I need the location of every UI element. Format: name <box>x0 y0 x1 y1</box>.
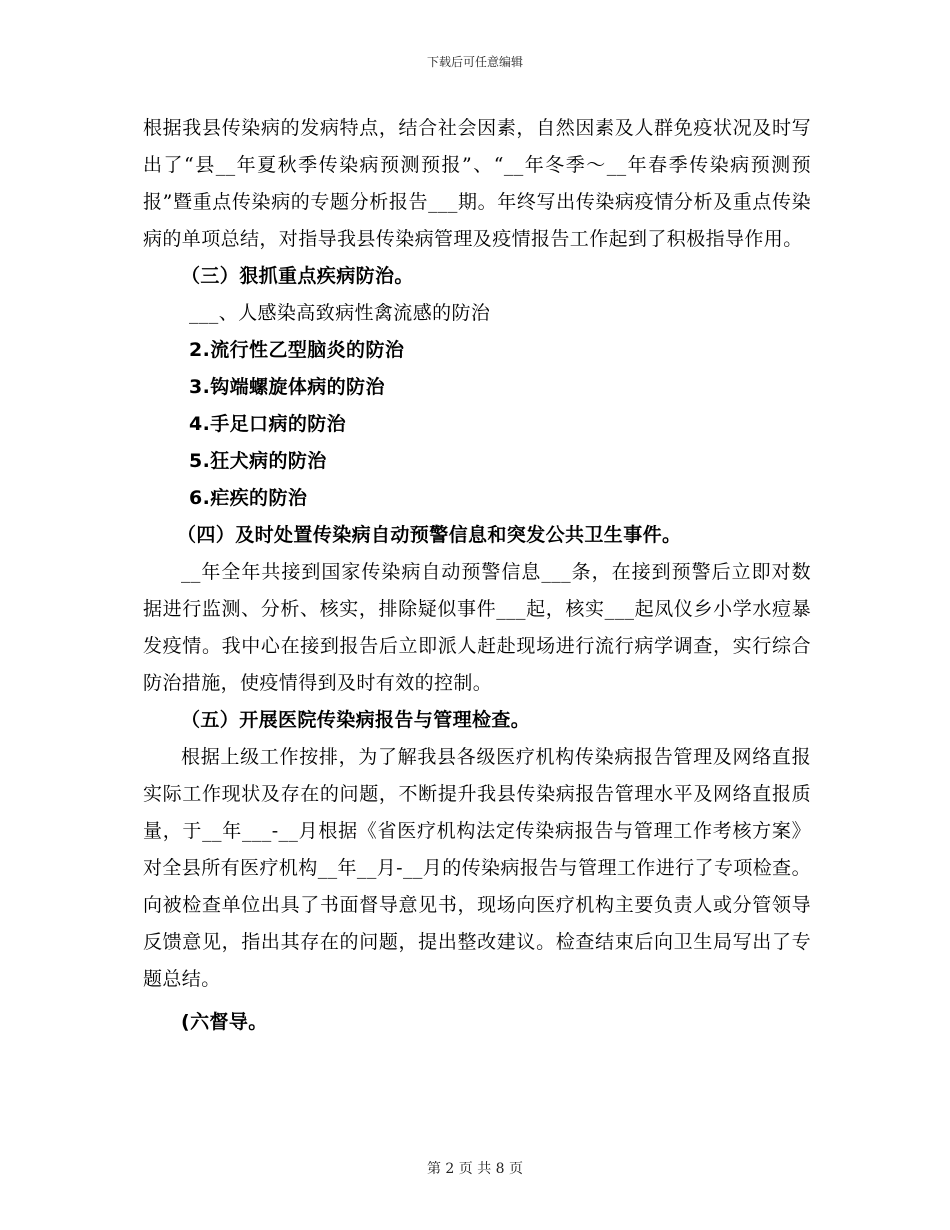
list-item-5: 5.狂犬病的防治 <box>189 450 327 472</box>
list-item-1: ___、人感染高致病性禽流感的防治 <box>189 302 491 324</box>
list-item-6: 6.疟疾的防治 <box>189 487 308 509</box>
paragraph-early-warning: __年全年共接到国家传染病自动预警信息___条，在接到预警后立即对数据进行监测、分析、核实，排除疑似事件___起，核实___起凤仪乡小学水痘暴发疫情。我中心在接到报告后立即派人赶赴现场进行流行病学调查，实行综合防治措施，使疫情得到及时有效的控制。 <box>143 561 811 694</box>
section-heading-6: (六督导。 <box>181 1011 268 1033</box>
list-item-3: 3.钩端螺旋体病的防治 <box>189 376 385 398</box>
section-heading-5: （五）开展医院传染病报告与管理检查。 <box>181 709 531 731</box>
document-body <box>143 110 811 1041</box>
paragraph-hospital-inspection: 根据上级工作按排，为了解我县各级医疗机构传染病报告管理及网络直报实际工作现状及存在的问题，不断提升我县传染病报告管理水平及网络直报质量，于__年___-__月根据《省医疗机构法定传染病报告与管理工作考核方案》对全县所有医疗机构__年__月-__月的传染病报告与管理工作进行了专项检查。向被检查单位出具了书面督导意见书，现场向医疗机构主要负责人或分管领导反馈意见，指出其存在的问题，提出整改建议。检查结束后向卫生局写出了专题总结。 <box>143 746 811 990</box>
section-heading-4: （四）及时处置传染病自动预警信息和突发公共卫生事件。 <box>177 524 682 546</box>
page-header: 下载后可任意编辑 <box>426 55 523 69</box>
list-item-4: 4.手足口病的防治 <box>189 413 347 435</box>
paragraph-forecast-reports: 根据我县传染病的发病特点，结合社会因素，自然因素及人群免疫状况及时写出了“县__年夏秋季传染病预测预报”、“__年冬季～__年春季传染病预测预报”暨重点传染病的专题分析报告___期。年终写出传染病疫情分析及重点传染病的单项总结，对指导我县传染病管理及疫情报告工作起到了积极指导作用。 <box>143 117 811 250</box>
section-heading-3: （三）狠抓重点疾病防治。 <box>181 265 414 287</box>
list-item-2: 2.流行性乙型脑炎的防治 <box>189 339 405 361</box>
page-number: 第 2 页 共 8 页 <box>426 1161 524 1177</box>
